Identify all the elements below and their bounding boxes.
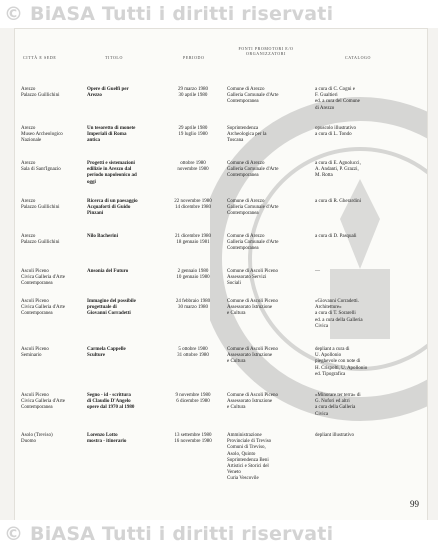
cell-line: 13 settembre 1980 [174, 433, 212, 438]
cell-line: a cura di E. Agnolucci, [315, 161, 361, 166]
cell-line: Acquaforti di Guido [87, 205, 131, 211]
cell-line: periodo napoleonico ad [87, 173, 137, 179]
cell-line: antica [87, 138, 101, 144]
cell-line: 14 dicembre 1980 [174, 205, 212, 211]
row-sources [227, 269, 309, 288]
cell-line: a cura di R. Gherardini [315, 199, 361, 204]
cell-line: Contemporanea [227, 246, 259, 252]
row-catalog [315, 87, 419, 112]
column-header-sources: FONTI PROMOTORI E/O ORGANIZZATORI [238, 46, 294, 56]
cell-line: Museo Archeologico [21, 132, 63, 138]
cell-line: 18 gennaio 1981 [176, 240, 210, 246]
cell-line: Arezzo [21, 234, 36, 239]
cell-line: novembre 1980 [177, 167, 209, 173]
cell-line: Assessorato Servizi [227, 275, 267, 281]
column-header-period: PERIODO [183, 55, 205, 60]
cell-line: Imperiali di Roma [87, 132, 127, 138]
cell-line: Ansonia del Futuro [87, 269, 129, 274]
cell-line: — [315, 269, 320, 274]
cell-line: Sculture [87, 353, 105, 359]
cell-line: Sociali [227, 281, 241, 287]
cell-line: Duomo [21, 439, 36, 445]
row-period [157, 393, 229, 405]
cell-line: Galleria Comunale d'Arte [227, 93, 279, 99]
row-sources [227, 161, 309, 180]
column-header-catalog: CATALOGO [345, 55, 372, 60]
cell-line: 30 aprile 1980 [178, 93, 208, 99]
cell-line: Pinzani [87, 211, 104, 217]
cell-line: A. Andanti, P. Grazzi, [315, 167, 359, 173]
cell-line: Contemporanea [21, 405, 53, 411]
row-period [157, 126, 229, 138]
row-sources [227, 433, 309, 483]
cell-line: Opere di Guelfi per [87, 87, 129, 92]
cell-line: Arezzo [87, 93, 102, 99]
cell-line: 30 marzo 1980 [178, 305, 208, 311]
cell-line: «Giovanni Corradetti. [315, 299, 359, 304]
cell-line: 2 gennaio 1980 [177, 269, 209, 274]
row-title [87, 199, 155, 218]
cell-line: Civica [315, 323, 329, 329]
watermark-banner-top [0, 0, 438, 28]
cell-line: e Cultura [227, 311, 246, 317]
cell-line: depliant illustrativo [315, 433, 355, 438]
cell-line: Veneto [227, 470, 241, 476]
row-period [157, 347, 229, 359]
column-header-title: TITOLO [105, 55, 123, 60]
cell-line: F. Gualtieri [315, 93, 338, 99]
cell-line: Civica Galleria d'Arte [21, 305, 65, 311]
cell-line: Comune di Arezzo [227, 234, 265, 239]
cell-line: 21 dicembre 1980 [174, 234, 212, 239]
row-title [87, 161, 155, 186]
row-catalog [315, 126, 419, 138]
row-period [157, 433, 229, 445]
cell-line: Assessorato Istruzione [227, 399, 273, 405]
cell-line: ottobre 1980 [180, 161, 206, 166]
row-title [87, 126, 155, 145]
cell-line: Comune di Arezzo [227, 161, 265, 166]
cell-line: 19 luglio 1980 [178, 132, 208, 138]
row-title [87, 269, 155, 275]
cell-line: Nilo Bacherini [87, 234, 118, 239]
cell-line: Comune di Ascoli Piceno [227, 269, 278, 274]
cell-line: Archeologica per la [227, 132, 267, 138]
row-catalog [315, 393, 419, 418]
cell-line: opere dal 1970 al 1980 [87, 405, 135, 411]
cell-line: a cura della Galleria [315, 405, 356, 411]
cell-line: Architetture» [315, 305, 342, 311]
row-sources [227, 234, 309, 253]
cell-line: ed. Tipografica [315, 371, 346, 377]
cell-line: edilizie in Arezzo dal [87, 167, 132, 173]
cell-line: 29 marzo 1980 [178, 87, 208, 92]
cell-line: Arezzo [21, 161, 36, 166]
cell-line: Asolo, Quinto [227, 451, 256, 457]
cell-line: Artistici e Storici del [227, 464, 269, 470]
cell-line: Asolo (Treviso) [21, 433, 53, 438]
row-sources [227, 299, 309, 318]
row-catalog [315, 269, 419, 275]
row-period [157, 234, 229, 246]
cell-line: 16 novembre 1980 [174, 439, 212, 445]
row-title [87, 347, 155, 359]
row-catalog [315, 199, 419, 205]
cell-line: Giovanni Corradetti [87, 311, 131, 317]
cell-line: Arezzo [21, 87, 36, 92]
row-period [157, 87, 229, 99]
cell-line: Soprintendenza [227, 126, 259, 131]
row-catalog [315, 234, 419, 240]
watermark-text: © BiASA Tutti i diritti riservati [4, 523, 334, 545]
cell-line: e Cultura [227, 359, 246, 365]
cell-line: e Cultura [227, 405, 246, 411]
cell-line: di Claudio D'Angelo [87, 399, 131, 405]
row-sources [227, 87, 309, 106]
watermark-banner-bottom [0, 520, 438, 548]
cell-line: Nazionale [21, 138, 42, 144]
cell-line: Curia Vescovile [227, 476, 259, 482]
cell-line: progettuale di [87, 305, 117, 311]
cell-line: Contemporanea [227, 99, 259, 105]
cell-line: Assessorato Istruzione [227, 353, 273, 359]
row-sources [227, 347, 309, 366]
row-sources [227, 199, 309, 218]
cell-line: 5 ottobre 1980 [178, 347, 208, 352]
row-catalog [315, 433, 419, 439]
cell-line: Contemporanea [227, 211, 259, 217]
row-catalog [315, 299, 419, 330]
cell-line: Carmela Cappelle [87, 347, 126, 352]
cell-line: Palazzo Guillichini [21, 93, 60, 99]
row-title [87, 299, 155, 318]
row-title [87, 87, 155, 99]
cell-line: mostra - itinerario [87, 439, 127, 445]
cell-line: Comune di Arezzo [227, 87, 265, 92]
cell-line: a cura di T. Sorarelli [315, 311, 356, 317]
cell-line: Provinciale di Treviso [227, 439, 272, 445]
cell-line: Comune di Ascoli Piceno [227, 347, 278, 352]
cell-line: 31 ottobre 1980 [177, 353, 209, 359]
row-period [157, 299, 229, 311]
cell-line: a cura di D. Pasquali [315, 234, 357, 239]
cell-line: Galleria Comunale d'Arte [227, 205, 279, 211]
cell-line: Un tesoretto di monete [87, 126, 136, 131]
cell-line: Contemporanea [21, 311, 53, 317]
cell-line: Comune di Ascoli Piceno [227, 393, 278, 398]
cell-line: Arezzo [21, 126, 36, 131]
row-period [157, 199, 229, 211]
cell-line: 22 novembre 1980 [174, 199, 212, 204]
cell-line: Soprintendenza Beni [227, 457, 269, 463]
row-title [87, 234, 155, 240]
cell-line: pieghevole con note di [315, 359, 361, 365]
cell-line: depliant a cura di [315, 347, 350, 352]
cell-line: Immagine del possibile [87, 299, 136, 304]
row-catalog [315, 161, 419, 180]
row-catalog [315, 347, 419, 378]
page-number: 99 [410, 499, 419, 509]
cell-line: 6 dicembre 1980 [176, 399, 210, 405]
cell-line: oggi [87, 179, 96, 185]
cell-line: Arezzo [21, 199, 36, 204]
cell-line: Ascoli Piceno [21, 393, 49, 398]
cell-line: Progetti e sistemazioni [87, 161, 135, 166]
cell-line: Civica Galleria d'Arte [21, 399, 65, 405]
row-sources [227, 393, 309, 412]
cell-line: G. Nofori ed altri [315, 399, 350, 405]
cell-line: Comuni di Treviso, [227, 445, 266, 451]
cell-line: a cura di C. Cogni e [315, 87, 355, 92]
cell-line: Comune di Arezzo [227, 199, 265, 204]
cell-line: a cura di L. Tondo [315, 132, 352, 138]
cell-line: Civica Galleria d'Arte [21, 275, 65, 281]
cell-line: ed. a cura del Comune [315, 99, 360, 105]
watermark-text: © BiASA Tutti i diritti riservati [4, 3, 334, 25]
row-title [87, 393, 155, 412]
cell-line: Comune di Ascoli Piceno [227, 299, 278, 304]
cell-line: Palazzo Guillichini [21, 240, 60, 246]
column-header-city: CITTÀ E SEDE [23, 55, 57, 60]
row-period [157, 269, 229, 281]
cell-line: Galleria Comunale d'Arte [227, 167, 279, 173]
cell-line: Contemporanea [227, 173, 259, 179]
cell-line: Ascoli Piceno [21, 269, 49, 274]
cell-line: Ricerca di un paesaggio [87, 199, 138, 204]
cell-line: Lorenzo Lotto [87, 433, 118, 438]
document-page [14, 28, 428, 522]
cell-line: H. Crispolti, U. Apollonio [315, 365, 368, 371]
cell-line: Palazzo Guillichini [21, 205, 60, 211]
cell-line: Galleria Comunale d'Arte [227, 240, 279, 246]
row-title [87, 433, 155, 445]
cell-line: Toscana [227, 138, 244, 144]
cell-line: U. Apollonio [315, 353, 342, 359]
cell-line: Amministrazione [227, 433, 262, 438]
cell-line: 10 gennaio 1980 [176, 275, 210, 281]
cell-line: Ascoli Piceno [21, 347, 49, 352]
cell-line: Assessorato Istruzione [227, 305, 273, 311]
cell-line: Civica [315, 411, 329, 417]
cell-line: di Arezzo [315, 105, 335, 111]
cell-line: 24 febbraio 1980 [175, 299, 211, 304]
cell-line: Sala di Sant'Ignazio [21, 167, 61, 173]
cell-line: Seminario [21, 353, 42, 359]
cell-line: «Minorare ter terra» di [315, 393, 361, 398]
cell-line: 29 aprile 1980 [178, 126, 208, 131]
cell-line: Ascoli Piceno [21, 299, 49, 304]
row-period [157, 161, 229, 173]
cell-line: Contemporanea [21, 281, 53, 287]
row-sources [227, 126, 309, 145]
cell-line: Segno - id - scrittura [87, 393, 131, 398]
cell-line: 9 novembre 1980 [175, 393, 211, 398]
cell-line: opuscolo illustrativo [315, 126, 356, 131]
cell-line: ed. a cura della Galleria [315, 317, 363, 323]
cell-line: M. Rotta [315, 173, 333, 179]
